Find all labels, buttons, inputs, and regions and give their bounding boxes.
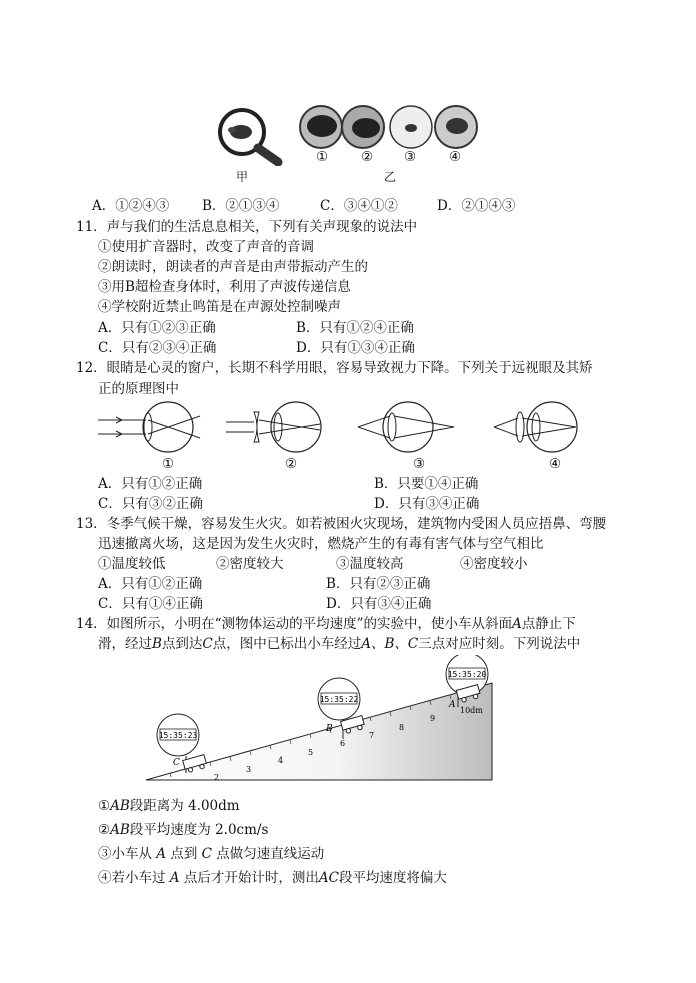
ruler-tick-3: 3 — [246, 765, 252, 774]
ruler-tick-5: 5 — [308, 748, 314, 757]
eye-figure-num-2: ② — [285, 456, 298, 472]
q14-item-1: ①AB段距离为 4.00dm — [98, 798, 240, 814]
q10-option-d: D．②①④③ — [437, 198, 516, 214]
clock-c-time: 15:35:23 — [158, 731, 198, 740]
q11-item-1: ①使用扩音器时，改变了声音的音调 — [98, 239, 314, 255]
ruler-tick-4: 4 — [278, 756, 284, 765]
ruler-tick-7: 7 — [369, 731, 375, 740]
q14-item-4: ④若小车过 A 点后才开始计时，测出AC段平均速度将偏大 — [98, 870, 447, 886]
q12-option-b: B．只要①④正确 — [374, 476, 479, 492]
q14-stem-line1: 14．如图所示，小明在“测物体运动的平均速度”的实验中，使小车从斜面A点静止下 — [76, 616, 576, 632]
q13-option-b: B．只有②③正确 — [326, 576, 431, 592]
q11-item-2: ②朗读时，朗读者的声音是由声带振动产生的 — [98, 259, 368, 275]
figure-num-4: ④ — [449, 149, 462, 165]
ruler-tick-9: 9 — [430, 714, 436, 723]
q12-option-c: C．只有③②正确 — [98, 496, 203, 512]
figure-num-1: ① — [316, 149, 329, 165]
q13-item-1: ①温度较低 — [98, 556, 166, 572]
eye-figure-num-1: ① — [162, 456, 175, 472]
magnifier-figure — [214, 104, 286, 166]
ruler-tick-2: 2 — [214, 773, 220, 782]
figure-label-yi: 乙 — [384, 170, 397, 184]
q14-stem-line2: 滑，经过B点到达C点，图中已标出小车经过A、B、C三点对应时刻。下列说法中 — [98, 636, 581, 652]
beetle-images-figure — [298, 104, 480, 150]
clock-a-time: 15:35:20 — [447, 670, 487, 679]
q12-option-d: D．只有③④正确 — [374, 496, 480, 512]
incline-figure — [140, 655, 500, 785]
q13-option-a: A．只有①②正确 — [98, 576, 203, 592]
eye-diagram-figure — [96, 400, 596, 456]
figure-num-3: ③ — [404, 149, 417, 165]
q13-option-c: C．只有①④正确 — [98, 596, 203, 612]
q14-item-3: ③小车从 A 点到 C 点做匀速直线运动 — [98, 846, 325, 862]
ruler-tick-6: 6 — [340, 739, 346, 748]
q13-stem-line1: 13．冬季气候干燥，容易发生火灾。如若被困火灾现场，建筑物内受困人员应捂鼻、弯腰 — [76, 516, 607, 532]
q10-option-b: B．②①③④ — [202, 198, 280, 214]
q11-item-4: ④学校附近禁止鸣笛是在声源处控制噪声 — [98, 299, 341, 315]
ruler-tick-8: 8 — [399, 723, 405, 732]
q11-option-b: B．只有①②④正确 — [296, 320, 414, 336]
q12-option-a: A．只有①②正确 — [98, 476, 203, 492]
q11-option-c: C．只有②③④正确 — [98, 340, 217, 356]
figure-num-2: ② — [361, 149, 374, 165]
clock-b-time: 15:35:22 — [319, 695, 359, 704]
point-a-label: A — [449, 700, 456, 710]
q11-option-d: D．只有①③④正确 — [296, 340, 415, 356]
q11-stem: 11．声与我们的生活息息相关，下列有关声现象的说法中 — [76, 219, 418, 235]
q12-stem-line1: 12．眼睛是心灵的窗户，长期不科学用眼，容易导致视力下降。下列关于远视眼及其矫 — [76, 360, 593, 376]
q13-item-4: ④密度较小 — [460, 556, 528, 572]
point-c-label: C — [173, 758, 180, 768]
point-b-label: B — [326, 724, 333, 734]
q13-stem-line2: 迅速撤离火场，这是因为发生火灾时，燃烧产生的有毒有害气体与空气相比 — [98, 536, 544, 552]
figure-label-jia: 甲 — [236, 170, 249, 184]
ruler-tick-10: 10dm — [460, 706, 483, 715]
eye-figure-num-3: ③ — [413, 456, 426, 472]
q10-option-c: C．③④①② — [320, 198, 398, 214]
q12-stem-line2: 正的原理图中 — [98, 381, 179, 397]
q10-option-a: A．①②④③ — [92, 198, 170, 214]
q11-option-a: A．只有①②③正确 — [98, 320, 216, 336]
q13-item-2: ②密度较大 — [216, 556, 284, 572]
q13-option-d: D．只有③④正确 — [326, 596, 432, 612]
q14-item-2: ②AB段平均速度为 2.0cm/s — [98, 822, 269, 838]
q11-item-3: ③用B超检查身体时，利用了声波传递信息 — [98, 279, 351, 295]
q13-item-3: ③温度较高 — [336, 556, 404, 572]
eye-figure-num-4: ④ — [549, 456, 562, 472]
